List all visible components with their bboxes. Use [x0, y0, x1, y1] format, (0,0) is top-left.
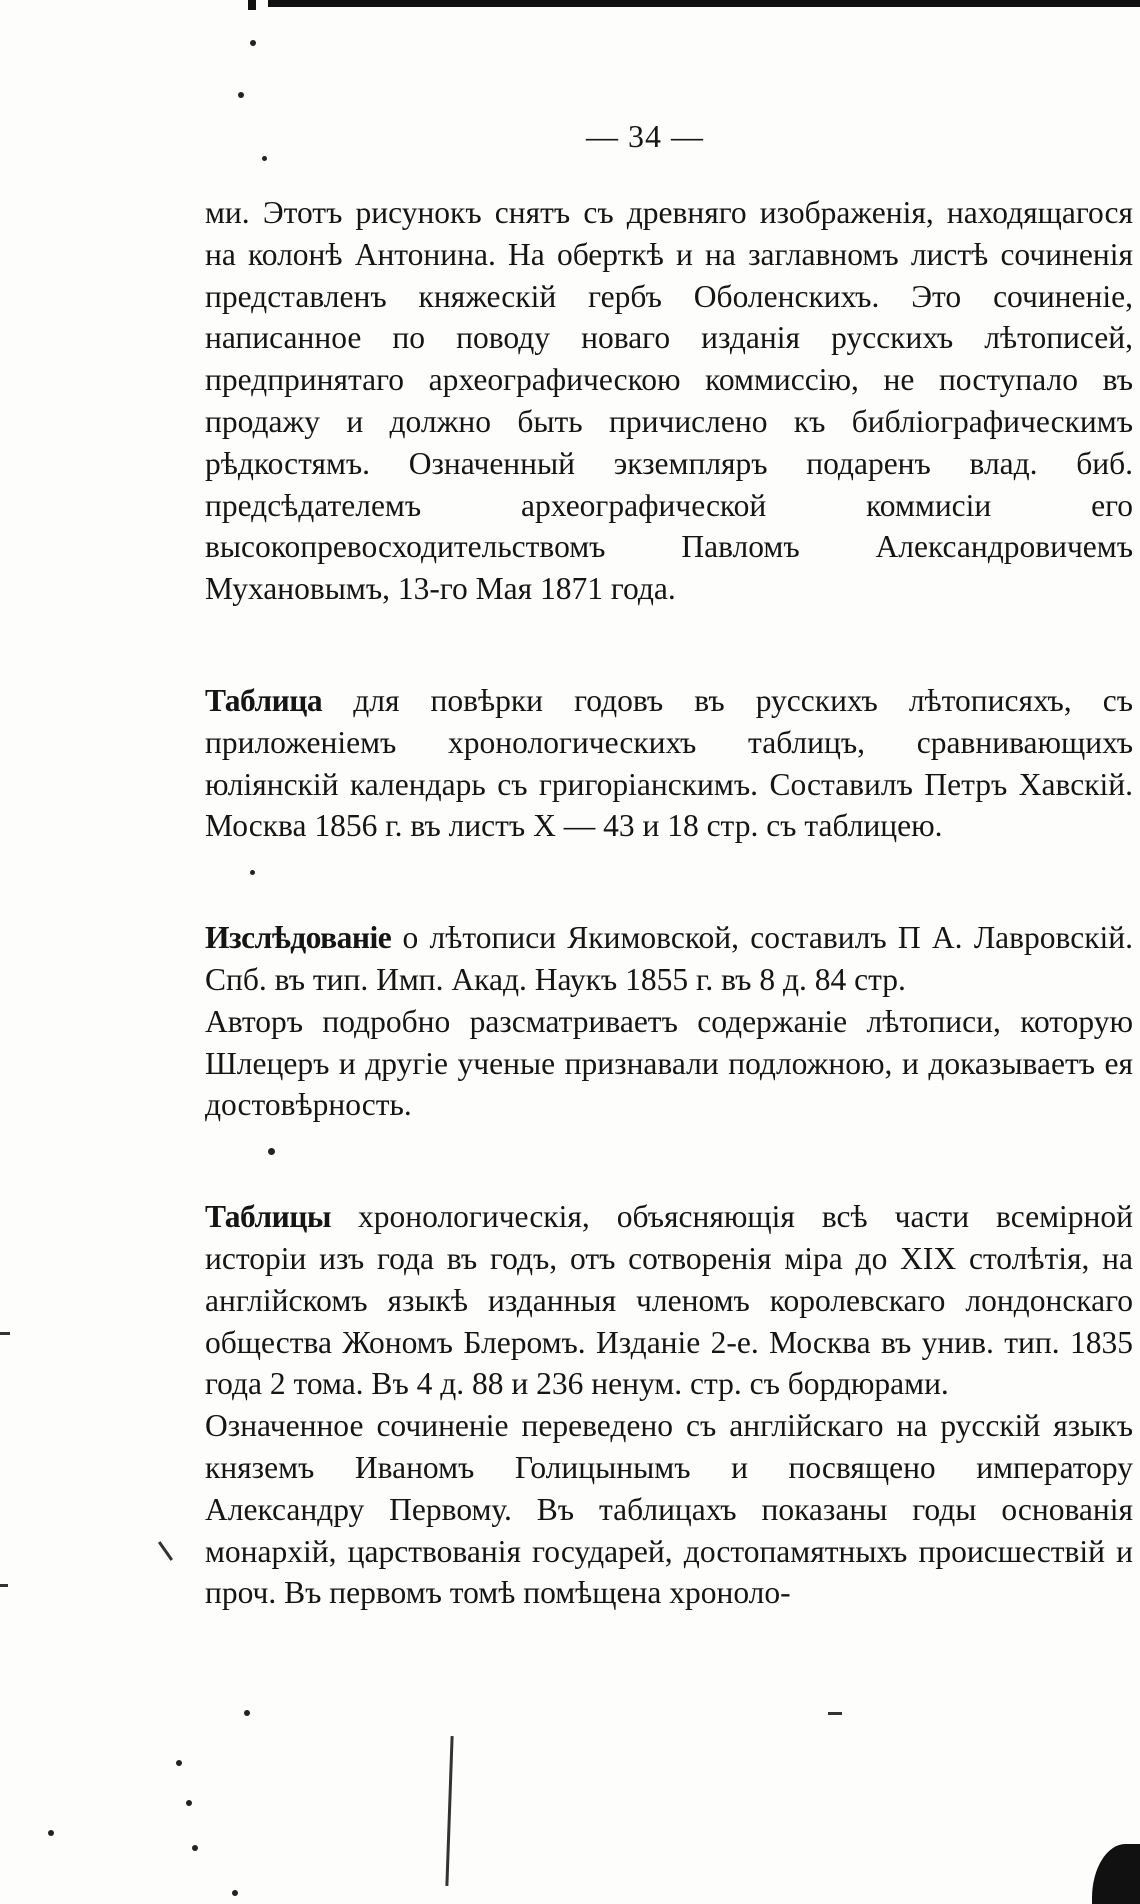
- scan-speck: [244, 1710, 250, 1716]
- entry-text: о лѣтописи Якимовской, составилъ П А. Лавровскій. Спб. въ тип. Имп. Акад. Наукъ 1855 г. въ 8 д. 84 стр.: [205, 920, 1133, 997]
- scan-speck: [176, 1760, 182, 1766]
- scan-speck: [186, 1800, 192, 1806]
- bibliography-entry: [205, 917, 1133, 1001]
- margin-mark: [828, 1712, 842, 1715]
- entry-lead-word: Изслѣдованіе: [205, 920, 392, 956]
- entry-continuation-paragraph: ми. Этотъ рисунокъ снятъ съ древняго изображенія, находящагося на колонѣ Антонина. На оберткѣ и на заглавномъ листѣ сочиненія представленъ княжескій гербъ Оболенскихъ. Это сочиненіе, написанное по поводу новаго изданія русскихъ лѣтописей, предпринятаго археографическою коммиссію, не поступало въ продажу и должно быть причислено къ библіографическимъ рѣдкостямъ. Означенный экземпляръ подаренъ влад. биб. предсѣдателемъ археографической коммисіи его высокопревосходительствомъ Павломъ Александровичемъ Мухановымъ, 13-го Мая 1871 года.: [205, 195, 1133, 607]
- margin-mark: [0, 1584, 8, 1587]
- scan-speck: [232, 1890, 238, 1896]
- scan-speck: [250, 870, 255, 875]
- scan-speck: [262, 156, 267, 161]
- bibliography-entry: [205, 1196, 1133, 1405]
- entry-annotation-paragraph: Авторъ подробно разсматриваетъ содержаніе лѣтописи, которую Шлецеръ и другіе ученые признавали подложною, и доказываетъ ея достовѣрность.: [205, 1003, 1133, 1123]
- scan-speck: [238, 92, 244, 98]
- vertical-scratch: [445, 1736, 453, 1886]
- entry-text: для повѣрки годовъ въ русскихъ лѣтописяхъ, съ приложеніемъ хронологическихъ таблицъ, сравнивающихъ юліянскій календарь съ григоріанскимъ. Составилъ Петръ Хавскій. Москва 1856 г. въ листъ X — 43 и 18 стр. съ таблицею.: [205, 682, 1133, 844]
- scan-speck: [48, 1830, 54, 1836]
- entry-annotation-paragraph: Означенное сочиненіе переведено съ англійскаго на русскій языкъ княземъ Иваномъ Голицынымъ и посвящено императору Александру Первому. Въ таблицахъ показаны годы основанія монархій, царствованія государей, достопамятныхъ происшествій и проч. Въ первомъ томѣ помѣщена хроноло-: [205, 1408, 1133, 1611]
- page-number: — 34 —: [586, 118, 704, 154]
- margin-mark: [0, 1332, 10, 1335]
- margin-mark: [158, 1541, 173, 1561]
- entry-lead-word: Таблицы: [205, 1199, 332, 1235]
- scan-speck: [250, 40, 256, 46]
- body-text: [205, 192, 1133, 1614]
- bibliography-entry: [205, 680, 1133, 847]
- scan-speck: [268, 1148, 275, 1155]
- entry-lead-word: Таблица: [205, 682, 323, 718]
- top-edge-rule: [268, 0, 1140, 7]
- entry-text: хронологическія, объясняющія всѣ части всемірной исторіи изъ года въ годъ, отъ сотворенія міра до XIX столѣтія, на англійскомъ языкѣ изданныя членомъ королевскаго лондонскаго общества Жономъ Блеромъ. Изданіе 2-е. Москва въ унив. тип. 1835 года 2 тома. Въ 4 д. 88 и 236 ненум. стр. съ бордюрами.: [205, 1199, 1133, 1402]
- corner-blot: [1092, 1844, 1140, 1904]
- top-edge-mark: [248, 0, 256, 10]
- scan-speck: [192, 1845, 198, 1851]
